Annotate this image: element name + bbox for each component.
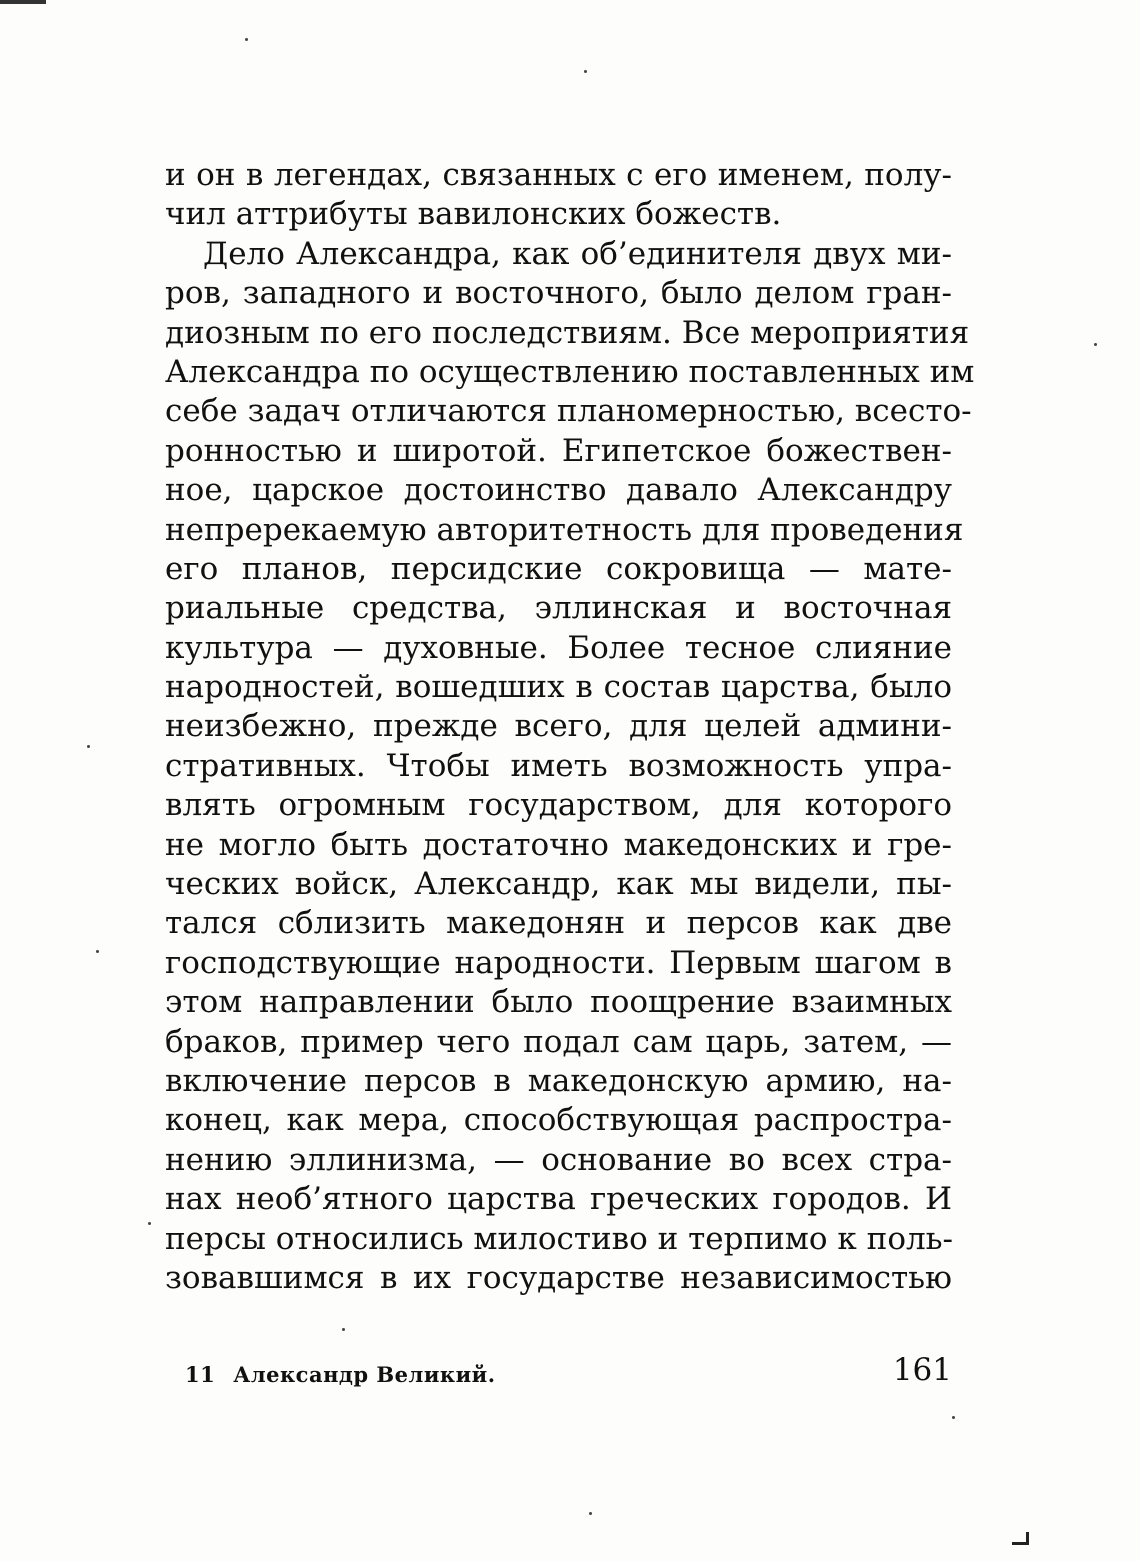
scan-mark xyxy=(0,0,46,4)
text-line: и он в легендах, связанных с его именем, полу- xyxy=(165,157,952,193)
text-line: чил аттрибуты вавилонских божеств. xyxy=(165,196,782,233)
text-line: ное, царское достоинство давало Александру xyxy=(165,472,952,509)
text-line: неизбежно, прежде всего, для целей админи- xyxy=(165,708,952,745)
scan-speck xyxy=(245,38,248,41)
text-line: господствующие народности. Первым шагом в xyxy=(165,944,952,981)
text-line: этом направлении было поощрение взаимных xyxy=(165,984,952,1021)
page-footer xyxy=(185,1352,952,1396)
text-line: браков, пример чего подал сам царь, затем, — xyxy=(165,1023,952,1060)
scan-speck xyxy=(148,1222,151,1225)
text-line: непререкаемую авторитетность для проведения xyxy=(165,511,964,548)
text-line: конец, как мера, способствующая распростра- xyxy=(165,1102,952,1139)
body-text xyxy=(165,156,975,1298)
text-line: нению эллинизма, — основание во всех стра- xyxy=(165,1141,952,1178)
scan-speck xyxy=(96,950,99,953)
text-line: тался сблизить македонян и персов как две xyxy=(165,905,952,942)
text-line: Дело Александра, как об’единителя двух ми- xyxy=(203,235,952,272)
text-line: стративных. Чтобы иметь возможность упра- xyxy=(165,747,952,784)
text-line: народностей, вошедших в состав царства, было xyxy=(165,669,952,706)
text-line: ров, западного и восточного, было делом гран- xyxy=(165,275,952,312)
scan-speck xyxy=(952,1416,955,1419)
scan-speck xyxy=(87,745,90,748)
scan-speck xyxy=(1094,343,1097,346)
text-line: его планов, персидские сокровища — мате- xyxy=(165,550,952,587)
text-line: включение персов в македонскую армию, на- xyxy=(165,1062,952,1099)
text-line: Александра по осуществлению поставленных им xyxy=(165,353,975,390)
scan-speck xyxy=(584,70,587,73)
text-line: риальные средства, эллинская и восточная xyxy=(165,590,952,627)
text-line: зовавшимся в их государстве независимостью xyxy=(165,1259,952,1296)
text-line: персы относились милостиво и терпимо к поль- xyxy=(165,1220,954,1257)
text-line: диозным по его последствиям. Все мероприятия xyxy=(165,314,970,351)
page-number: 161 xyxy=(892,1352,952,1388)
printer-signature xyxy=(185,1362,496,1387)
text-line: культура — духовные. Более тесное слияние xyxy=(165,629,952,666)
text-line: себе задач отличаются планомерностью, всесто- xyxy=(165,393,972,430)
signature-number: 11 xyxy=(185,1362,216,1387)
text-line: ческих войск, Александр, как мы видели, пы- xyxy=(165,866,952,903)
scan-mark xyxy=(1012,1532,1029,1545)
text-line: нах необ’ятного царства греческих городов. И xyxy=(165,1181,952,1218)
text-line: не могло быть достаточно македонских и гре- xyxy=(165,826,952,863)
text-line: ронностью и широтой. Египетское божествен- xyxy=(165,432,952,469)
text-line: влять огромным государством, для которого xyxy=(165,787,952,824)
scan-speck xyxy=(342,1328,345,1331)
signature-title: Александр Великий. xyxy=(233,1362,496,1387)
scan-speck xyxy=(589,1512,592,1515)
